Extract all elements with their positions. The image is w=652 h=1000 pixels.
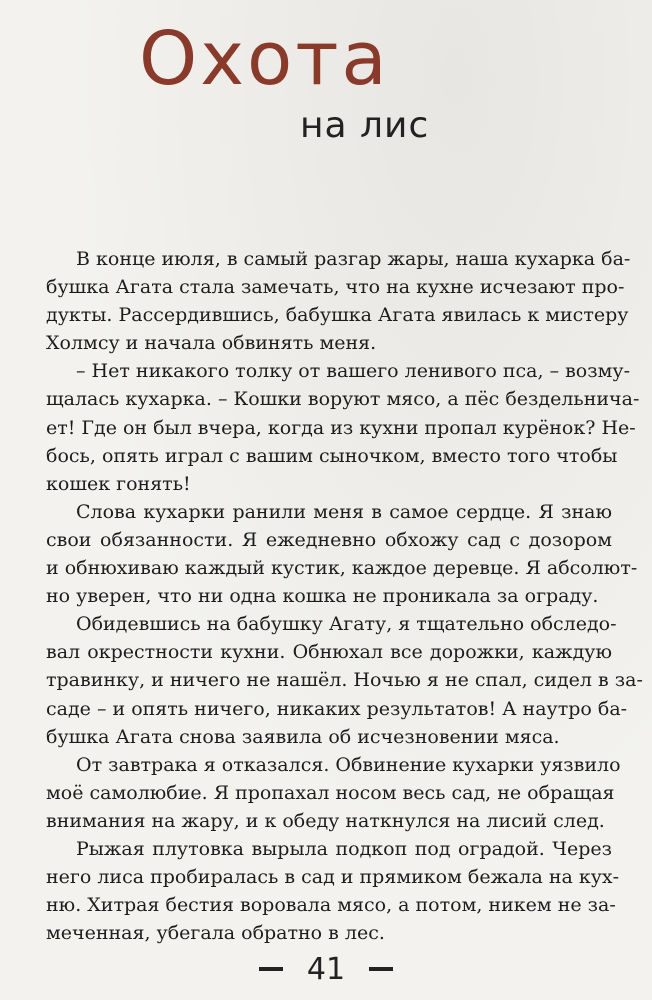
page-number: 41 <box>306 952 346 987</box>
text-line: травинку, и ничего не нашёл. Ночью я не спал, сидел в за- <box>46 669 643 692</box>
text-line: В конце июля, в самый разгар жары, наша кухарка ба- <box>76 248 631 270</box>
text-line: но уверен, что ни одна кошка не проникала за ограду. <box>46 585 599 608</box>
body-text <box>46 245 643 947</box>
text-line: ню. Хитрая бестия воровала мясо, а потом, никем не за- <box>46 894 616 917</box>
text-line: меченная, убегала обратно в лес. <box>46 922 385 945</box>
text-line: вал окрестности кухни. Обнюхал все дорожки, каждую <box>46 641 612 664</box>
left-dash <box>259 967 283 971</box>
text-line: От завтрака я отказался. Обвинение кухарки уязвило <box>76 753 621 776</box>
text-line: бушка Агата снова заявила об исчезновении мяса. <box>46 725 560 748</box>
chapter-title: Охота <box>139 16 390 102</box>
text-line: него лиса пробиралась в сад и прямиком бежала на кух- <box>46 866 620 889</box>
text-line: щалась кухарка. – Кошки воруют мясо, а пёс бездельничa- <box>46 388 640 411</box>
right-dash <box>369 967 393 971</box>
text-line: Слова кухарки ранили меня в самое сердце. Я знаю <box>76 500 612 523</box>
text-line: ет! Где он был вчера, когда из кухни пропал курёнок? Не- <box>46 416 636 439</box>
text-line: и обнюхиваю каждый кустик, каждое деревце. Я абсолют- <box>46 557 638 580</box>
text-line: внимания на жару, и к обеду наткнулся на лисий след. <box>46 809 605 832</box>
text-line: саде – и опять ничего, никаких результатов! А наутро ба- <box>46 697 628 720</box>
page-footer <box>0 952 652 987</box>
text-line: Рыжая плутовка вырыла подкоп под оградой. Через <box>76 837 612 860</box>
text-line: – Нет никакого толку от вашего ленивого пса, – возму- <box>76 360 630 383</box>
text-line: кошек гонять! <box>46 472 191 495</box>
text-line: Обидевшись на бабушку Агату, я тщательно обследо- <box>76 613 617 636</box>
text-line: бушка Агата стала замечать, что на кухне исчезают про- <box>46 276 625 299</box>
text-line: дукты. Рассердившись, бабушка Агата явилась к мистеру <box>46 304 629 327</box>
chapter-subtitle: на лис <box>300 105 430 146</box>
text-line: бось, опять играл с вашим сыночком, вместо того чтобы <box>46 444 618 467</box>
text-line: моё самолюбие. Я пропахал носом весь сад, не обращая <box>46 781 615 804</box>
text-line: свои обязанности. Я ежедневно обхожу сад с дозором <box>46 528 612 551</box>
text-line: Холмсу и начала обвинять меня. <box>46 332 377 355</box>
